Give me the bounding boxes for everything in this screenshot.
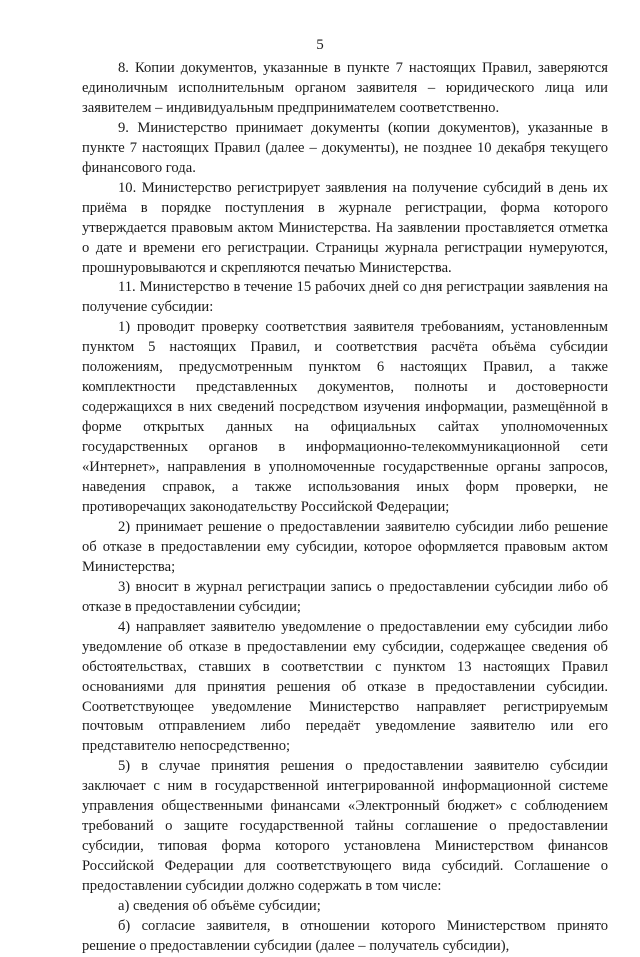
list-item-3-journal-record: 3) вносит в журнал регистрации запись о предоставлении субсидии либо об отказе в предоставлении субсидии; <box>82 578 608 615</box>
list-item-1-verification: 1) проводит проверку соответствия заявителя требованиям, установленным пунктом 5 настоящих Правил, и соответствия расчёта объёма субсидии положениям, предусмотренным пунктом 6 настоящих Правил, а также комплектности представленных документов, полноты и достоверности содержащихся в них сведений посредством изучения информации, размещённой в форме открытых данных на официальных сайтах уполномоченных государственных органов в информационно-телекоммуникационной сети «Интернет», направления в уполномоченные государственные органы запросов, наведения справок, а также использования иных форм проверки, не противоречащих законодательству Российской Федерации; <box>82 319 608 515</box>
sub-item-a-subsidy-amount: а) сведения об объёме субсидии; <box>118 898 321 915</box>
page-number: 5 <box>316 37 324 53</box>
list-item-2-decision: 2) принимает решение о предоставлении заявителю субсидии либо решение об отказе в предоставлении ему субсидии, которое оформляется правовым актом Министерства; <box>82 518 608 575</box>
sub-item-b-recipient-consent: б) согласие заявителя, в отношении которого Министерством принято решение о предоставлении субсидии (далее – получатель субсидии), <box>82 917 608 954</box>
document-body <box>82 59 608 957</box>
paragraph-8-copies-of-documents: 8. Копии документов, указанные в пункте 7 настоящих Правил, заверяются единоличным исполнительным органом заявителя – юридического лица или заявителем – индивидуальным предпринимателем соответственно. <box>82 60 608 116</box>
paragraph-10-registration-of-applications: 10. Министерство регистрирует заявления на получение субсидий в день их приёма в порядке поступления в журнале регистрации, форма которого утверждается правовым актом Министерства. На заявлении проставляется отметка о дате и времени его регистрации. Страницы журнала регистрации нумеруются, прошнуровываются и скрепляются печатью Министерства. <box>82 179 608 276</box>
list-item-5-agreement: 5) в случае принятия решения о предоставлении заявителю субсидии заключает с ним в государственной интегрированной информационной системе управления общественными финансами «Электронный бюджет» с соблюдением требований о защите государственной тайны соглашение о предоставлении субсидии, типовая форма которого установлена Министерством финансов Российской Федерации для соответствующего вида субсидий. Соглашение о предоставлении субсидии должно содержать в том числе: <box>82 758 608 895</box>
list-item-4-notification: 4) направляет заявителю уведомление о предоставлении ему субсидии либо уведомление об отказе в предоставлении ему субсидии, содержащее сведения об обстоятельствах, ставших в соответствии с пунктом 13 настоящих Правил основаниями для принятия решения об отказе в предоставлении субсидии. Соответствующее уведомление Министерство направляет регистрируемым почтовым отправлением либо передаёт уведомление заявителю или его представителю непосредственно; <box>82 618 608 755</box>
paragraph-11-ministry-actions: 11. Министерство в течение 15 рабочих дней со дня регистрации заявления на получение субсидии: <box>82 279 608 316</box>
paragraph-9-acceptance-of-documents: 9. Министерство принимает документы (копии документов), указанные в пункте 7 настоящих Правил (далее – документы), не позднее 10 декабря текущего финансового года. <box>82 119 608 176</box>
